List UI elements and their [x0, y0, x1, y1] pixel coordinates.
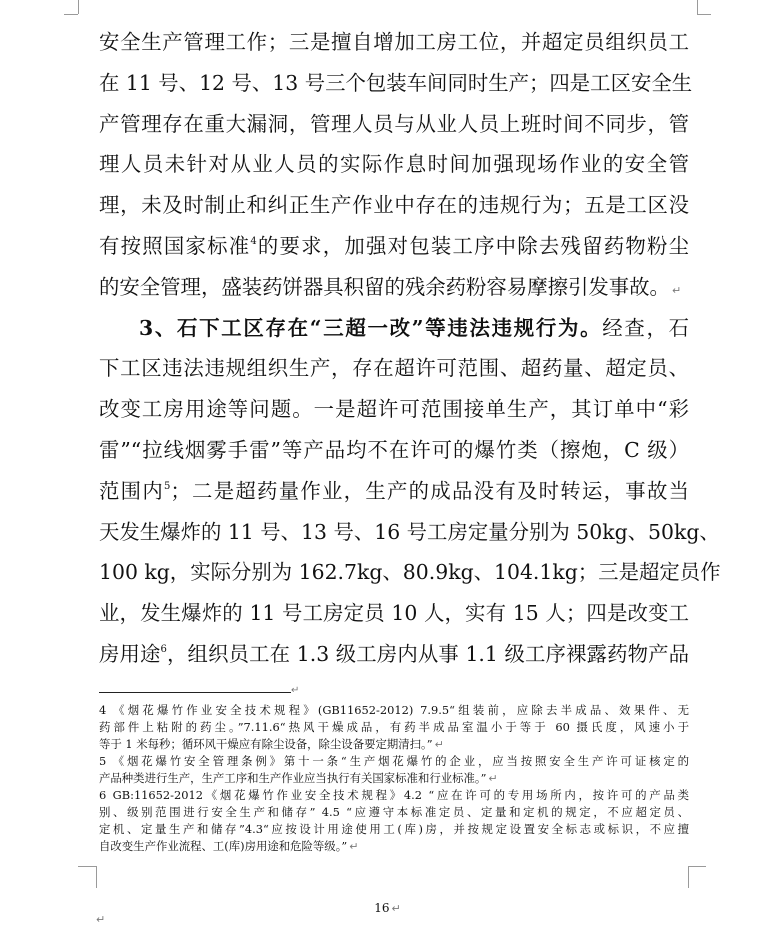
crop-mark-top-left — [78, 0, 79, 14]
footnote-ref-6[interactable]: 6 — [160, 643, 167, 655]
footnote-line: 药部件上粘附的药尘。”7.11.6“热风干燥成品，有药半成品室温小于等于 60 摄氏度，风速小于 — [99, 720, 689, 734]
text-segment: 范围内 — [99, 478, 164, 503]
paragraph-mark-icon: ↵ — [391, 902, 401, 915]
text-line: 理人员未针对从业人员的实际作息时间加强现场作业的安全管 — [99, 152, 689, 177]
footnote-5[interactable] — [99, 753, 689, 787]
text-line — [99, 634, 689, 675]
text-segment: 经查，石 — [602, 315, 689, 340]
text-segment: 的要求，加强对包装工序中除去残留药物粉尘 — [256, 233, 690, 258]
text-line: 雷”“拉线烟雾手雷”等产品均不在许可的爆竹类（擦炮，C 级） — [99, 437, 689, 462]
footnotes[interactable] — [99, 702, 689, 855]
footnote-line: 别、级别范围进行安全生产和储存” 4.5 “应遵守本标准定员、定量和定机的规定，不应超定员、 — [99, 805, 689, 819]
paragraph-mark-icon: ↵ — [434, 738, 444, 751]
text-line — [99, 226, 689, 267]
text-segment: ；二是超药量作业，生产的成品没有及时转运，事故当 — [170, 478, 690, 503]
text-line: 改变工房用途等问题。一是超许可范围接单生产，其订单中“彩 — [99, 397, 689, 422]
paragraph-mark-icon: ↵ — [488, 772, 498, 785]
section-heading: 3、石下工区存在“三超一改”等违法违规行为。 — [139, 315, 603, 340]
footnote-text: 产品种类进行生产，生产工序和生产作业应当执行有关国家标准和行业标准。” — [99, 771, 487, 785]
text-segment: ，组织员工在 1.3 级工房内从事 1.1 级工序裸露药物产品 — [166, 641, 690, 666]
text-segment: 有按照国家标准 — [99, 233, 251, 258]
paragraph-1[interactable] — [99, 22, 693, 308]
text-line: 理，未及时制止和纠正生产作业中存在的违规行为；五是工区没 — [99, 193, 689, 218]
footnote-line: 5 《烟花爆竹安全管理条例》第十一条“生产烟花爆竹的企业，应当按照安全生产许可证核定的 — [99, 754, 689, 768]
footnote-line — [99, 838, 689, 855]
paragraph-mark-icon: ↵ — [291, 685, 300, 696]
crop-mark-bottom-left — [96, 866, 97, 888]
page-number-text: 16 — [374, 901, 390, 915]
text-line — [99, 308, 689, 349]
footnote-separator — [99, 692, 291, 693]
text-segment: 房用途 — [99, 641, 161, 666]
text-line: 产管理存在重大漏洞，管理人员与从业人员上班时间不同步，管 — [99, 111, 689, 136]
crop-mark-top-left — [64, 14, 78, 15]
crop-mark-top-right — [697, 14, 711, 15]
text-line — [99, 267, 689, 308]
paragraph-mark-icon: ↵ — [671, 283, 682, 297]
paragraph-2[interactable] — [99, 308, 721, 675]
footnote-ref-4[interactable]: 4 — [250, 235, 257, 247]
footnote-line: 6 GB:11652-2012《烟花爆竹作业安全技术规程》4.2 “应在许可的专用场所内，按许可的产品类 — [99, 788, 689, 802]
text-line: 业，发生爆炸的 11 号工房定员 10 人，实有 15 人；四是改变工 — [99, 601, 689, 626]
text-line: 100 kg，实际分别为 162.7kg、80.9kg、104.1kg；三是超定员作 — [99, 560, 721, 585]
text-line: 在 11 号、12 号、13 号三个包装车间同时生产；四是工区安全生 — [99, 70, 693, 95]
text-line: 下工区违法违规组织生产，存在超许可范围、超药量、超定员、 — [99, 356, 689, 381]
footnote-line: 定机、定量生产和储存”4.3“应按设计用途使用工(库)房，并按规定设置安全标志或标识，不应擅 — [99, 822, 689, 836]
footnote-ref-5[interactable]: 5 — [164, 480, 171, 492]
footnote-6[interactable] — [99, 787, 689, 855]
crop-mark-bottom-right — [688, 866, 706, 867]
footnote-line: 4 《烟花爆竹作业安全技术规程》(GB11652-2012) 7.9.5“组装前，应除去半成品、效果件、无 — [99, 703, 689, 717]
text-line: 安全生产管理工作；三是擅自增加工房工位，并超定员组织员工 — [99, 30, 689, 54]
crop-mark-bottom-left — [78, 866, 96, 867]
footnote-4[interactable] — [99, 702, 689, 753]
footnote-line — [99, 736, 689, 753]
footnote-text: 自改变生产作业流程、工(库)房用途和危险等级。” — [99, 839, 348, 853]
crop-mark-bottom-right — [688, 866, 689, 888]
document-body[interactable] — [99, 22, 721, 675]
footnote-text: 等于 1 米每秒；循环风干燥应有除尘设备，除尘设备要定期清扫。” — [99, 737, 433, 751]
text-line — [99, 471, 689, 512]
footnote-line — [99, 770, 689, 787]
text-segment: 的安全管理，盛装药饼器具积留的残余药粉容易摩擦引发事故。 — [99, 274, 670, 299]
paragraph-mark-icon: ↵ — [349, 840, 359, 853]
paragraph-mark-icon: ↵ — [96, 913, 106, 926]
page-number — [0, 900, 775, 917]
text-line: 天发生爆炸的 11 号、13 号、16 号工房定量分别为 50kg、50kg、 — [99, 519, 720, 544]
crop-mark-top-right — [697, 0, 698, 14]
